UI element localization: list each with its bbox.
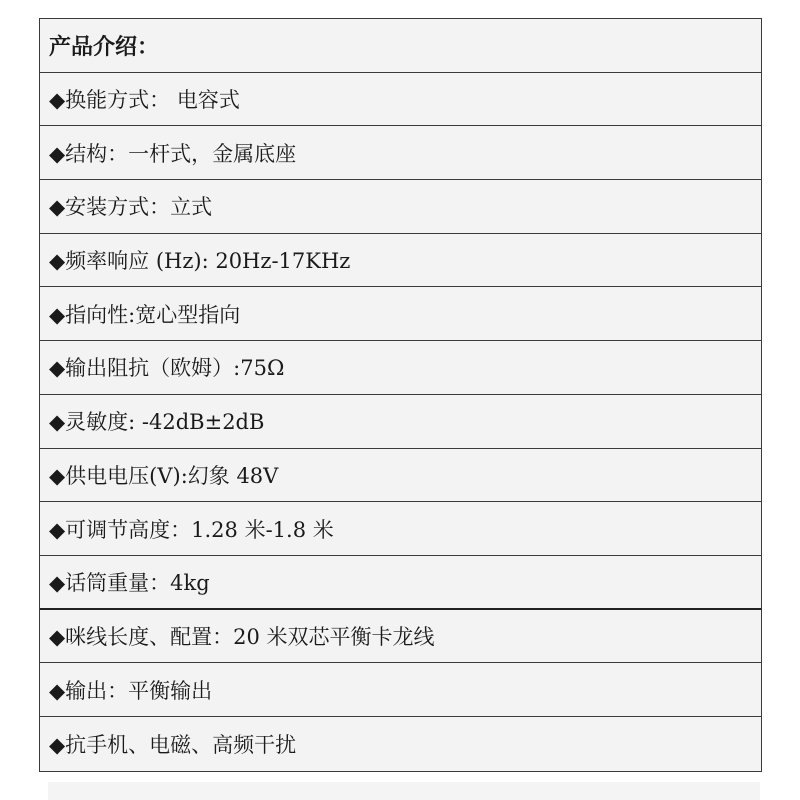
spec-cable-length: ◆咪线长度、配置：20 米双芯平衡卡龙线: [40, 610, 761, 664]
spec-structure: ◆结构：一杆式，金属底座: [40, 126, 761, 180]
spec-interference-resistance: ◆抗手机、电磁、高频干扰: [49, 732, 297, 757]
spec-supply-voltage: ◆供电电压(V):幻象 48V: [40, 449, 761, 503]
spec-mounting: ◆安装方式：立式: [40, 180, 761, 234]
spec-sensitivity: ◆灵敏度: -42dB±2dB: [40, 395, 761, 449]
product-spec-table: [39, 18, 762, 772]
bottom-strip: [48, 782, 760, 800]
spec-mic-weight: ◆话筒重量：4kg: [40, 556, 761, 610]
spec-adjustable-height: ◆可调节高度：1.28 米-1.8 米: [40, 502, 761, 556]
spec-output-impedance: ◆输出阻抗（欧姆）:75Ω: [40, 341, 761, 395]
spec-output-type: ◆输出：平衡输出: [40, 663, 761, 717]
spec-frequency-response: ◆频率响应 (Hz): 20Hz-17KHz: [40, 234, 761, 288]
spec-table-title: 产品介绍：: [40, 19, 761, 73]
spec-transducer-type: ◆换能方式： 电容式: [40, 73, 761, 127]
spec-polar-pattern: ◆指向性:宽心型指向: [40, 287, 761, 341]
